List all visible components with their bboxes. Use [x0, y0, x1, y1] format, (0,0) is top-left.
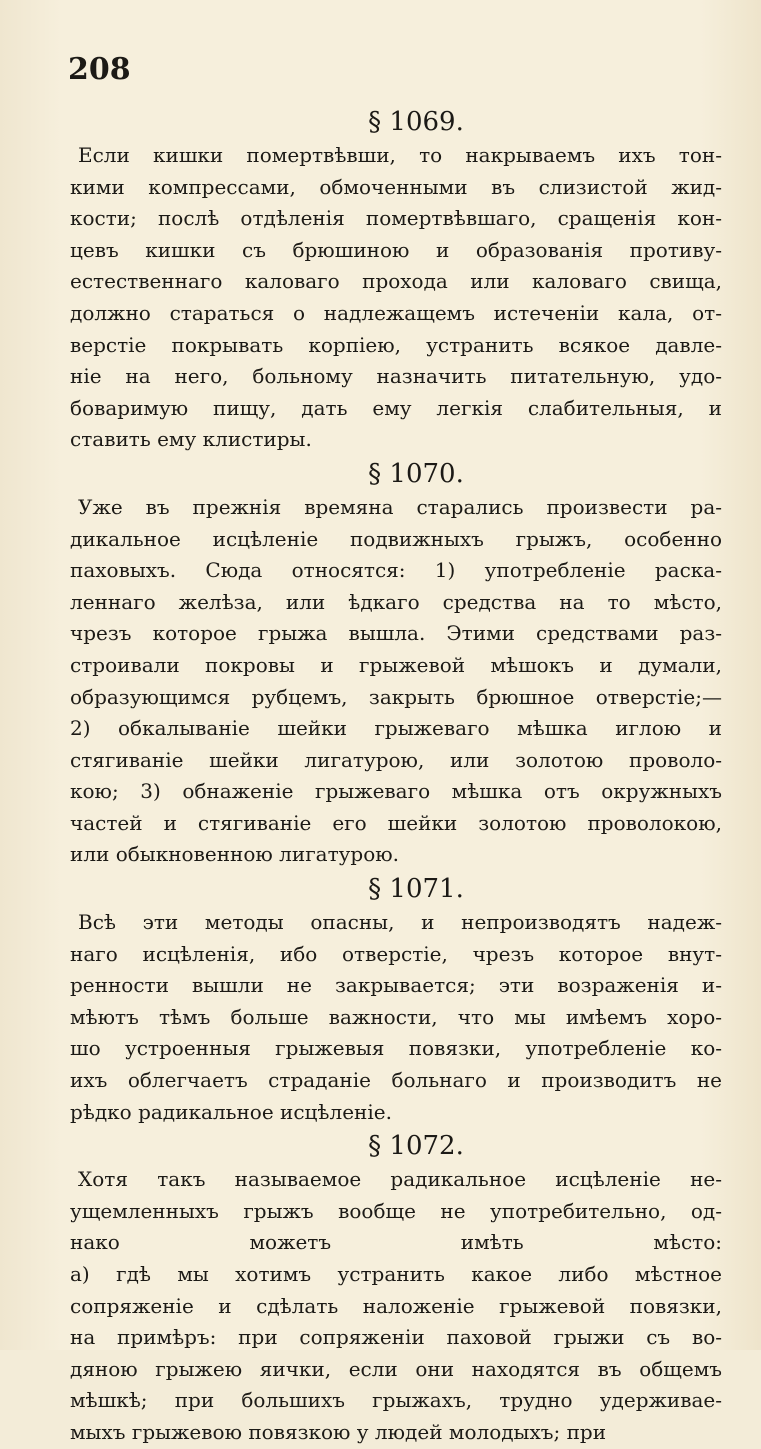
text-line: цевъ кишки съ брюшиною и образованія противу- — [70, 237, 722, 262]
text-line: или обыкновенною лигатурою. — [70, 842, 400, 867]
text-line: кости; послѣ отдѣленія помертвѣвшаго, сращенія кон- — [70, 206, 722, 231]
text-line: ніе на него, больному назначить питательную, удо- — [70, 364, 722, 389]
text-line: сопряженіе и сдѣлать наложеніе грыжевой повязки, — [70, 1293, 722, 1318]
text-line: Если кишки помертвѣвши, то накрываемъ ихъ тон- — [78, 143, 722, 167]
text-line: боваримую пищу, дать ему легкія слабительныя, и — [70, 395, 722, 420]
text-line: на примѣръ: при сопряженіи паховой грыжи съ во- — [70, 1325, 722, 1350]
text-line: кою; 3) обнаженіе грыжеваго мѣшка отъ окружныхъ — [70, 779, 722, 804]
text-line: стягиваніе шейки лигатурою, или золотою проволо- — [70, 747, 722, 772]
text-line: наго исцѣленія, ибо отверстіе, чрезъ которое внут- — [70, 941, 722, 966]
page-number: 208 — [68, 52, 131, 87]
section-paragraph — [70, 1164, 722, 1448]
text-line: мѣшкѣ; при большихъ грыжахъ, трудно удерживае- — [70, 1388, 722, 1413]
body-text — [70, 104, 722, 1449]
text-line: рѣдко радикальное исцѣленіе. — [70, 1099, 392, 1124]
text-line: Уже въ прежнія времяна старались произвести ра- — [78, 494, 722, 519]
text-line: ставить ему клистиры. — [70, 427, 312, 452]
text-line: ихъ облегчаетъ страданіе больнаго и производитъ не — [70, 1068, 722, 1093]
text-line: Всѣ эти методы опасны, и непроизводятъ надеж- — [78, 910, 722, 935]
text-line: чрезъ которое грыжа вышла. Этими средствами раз- — [70, 621, 722, 646]
text-line: ренности вышли не закрывается; эти возраженія и- — [70, 973, 722, 998]
text-line: дикальное исцѣленіе подвижныхъ грыжъ, особенно — [70, 526, 722, 551]
text-line: мѣютъ тѣмъ больше важности, что мы имѣемъ хоро- — [70, 1004, 722, 1029]
text-line: нако можетъ имѣть мѣсто: — [70, 1230, 722, 1255]
text-line: верстіе покрывать корпіею, устранить всякое давле- — [70, 332, 722, 357]
text-line: мыхъ грыжевою повязкою у людей молодыхъ; при — [70, 1419, 607, 1444]
text-line: дяною грыжею яички, если они находятся въ общемъ — [70, 1356, 722, 1381]
text-line: 2) обкалываніе шейки грыжеваго мѣшка иглою и — [70, 716, 722, 741]
text-line: Хотя такъ называемое радикальное исцѣленіе не- — [78, 1167, 722, 1192]
section-heading: § 1070. — [368, 458, 464, 489]
text-line: кими компрессами, обмоченными въ слизистой жид- — [70, 174, 722, 199]
text-line: естественнаго каловаго прохода или каловаго свища, — [70, 269, 722, 294]
text-line: леннаго желѣза, или ѣдкаго средства на то мѣсто, — [70, 589, 722, 614]
section-paragraph — [70, 492, 722, 871]
section-paragraph — [70, 140, 722, 456]
text-line: образующимся рубцемъ, закрыть брюшное отверстіе;— — [70, 684, 722, 709]
section-heading: § 1069. — [368, 107, 464, 137]
text-line: а) гдѣ мы хотимъ устранить какое либо мѣстное — [70, 1262, 722, 1286]
text-line: паховыхъ. Сюда относятся: 1) употребленіе раска- — [70, 558, 722, 583]
text-line: частей и стягиваніе его шейки золотою проволокою, — [70, 810, 722, 835]
section-paragraph — [70, 907, 722, 1128]
section-heading: § 1072. — [368, 1131, 464, 1162]
text-line: должно стараться о надлежащемъ истеченіи кала, от- — [70, 300, 722, 325]
text-line: шо устроенныя грыжевыя повязки, употребленіе ко- — [70, 1036, 722, 1061]
text-line: строивали покровы и грыжевой мѣшокъ и думали, — [70, 652, 722, 677]
section-heading: § 1071. — [368, 874, 464, 905]
text-line: ущемленныхъ грыжъ вообще не употребительно, од- — [70, 1198, 722, 1223]
